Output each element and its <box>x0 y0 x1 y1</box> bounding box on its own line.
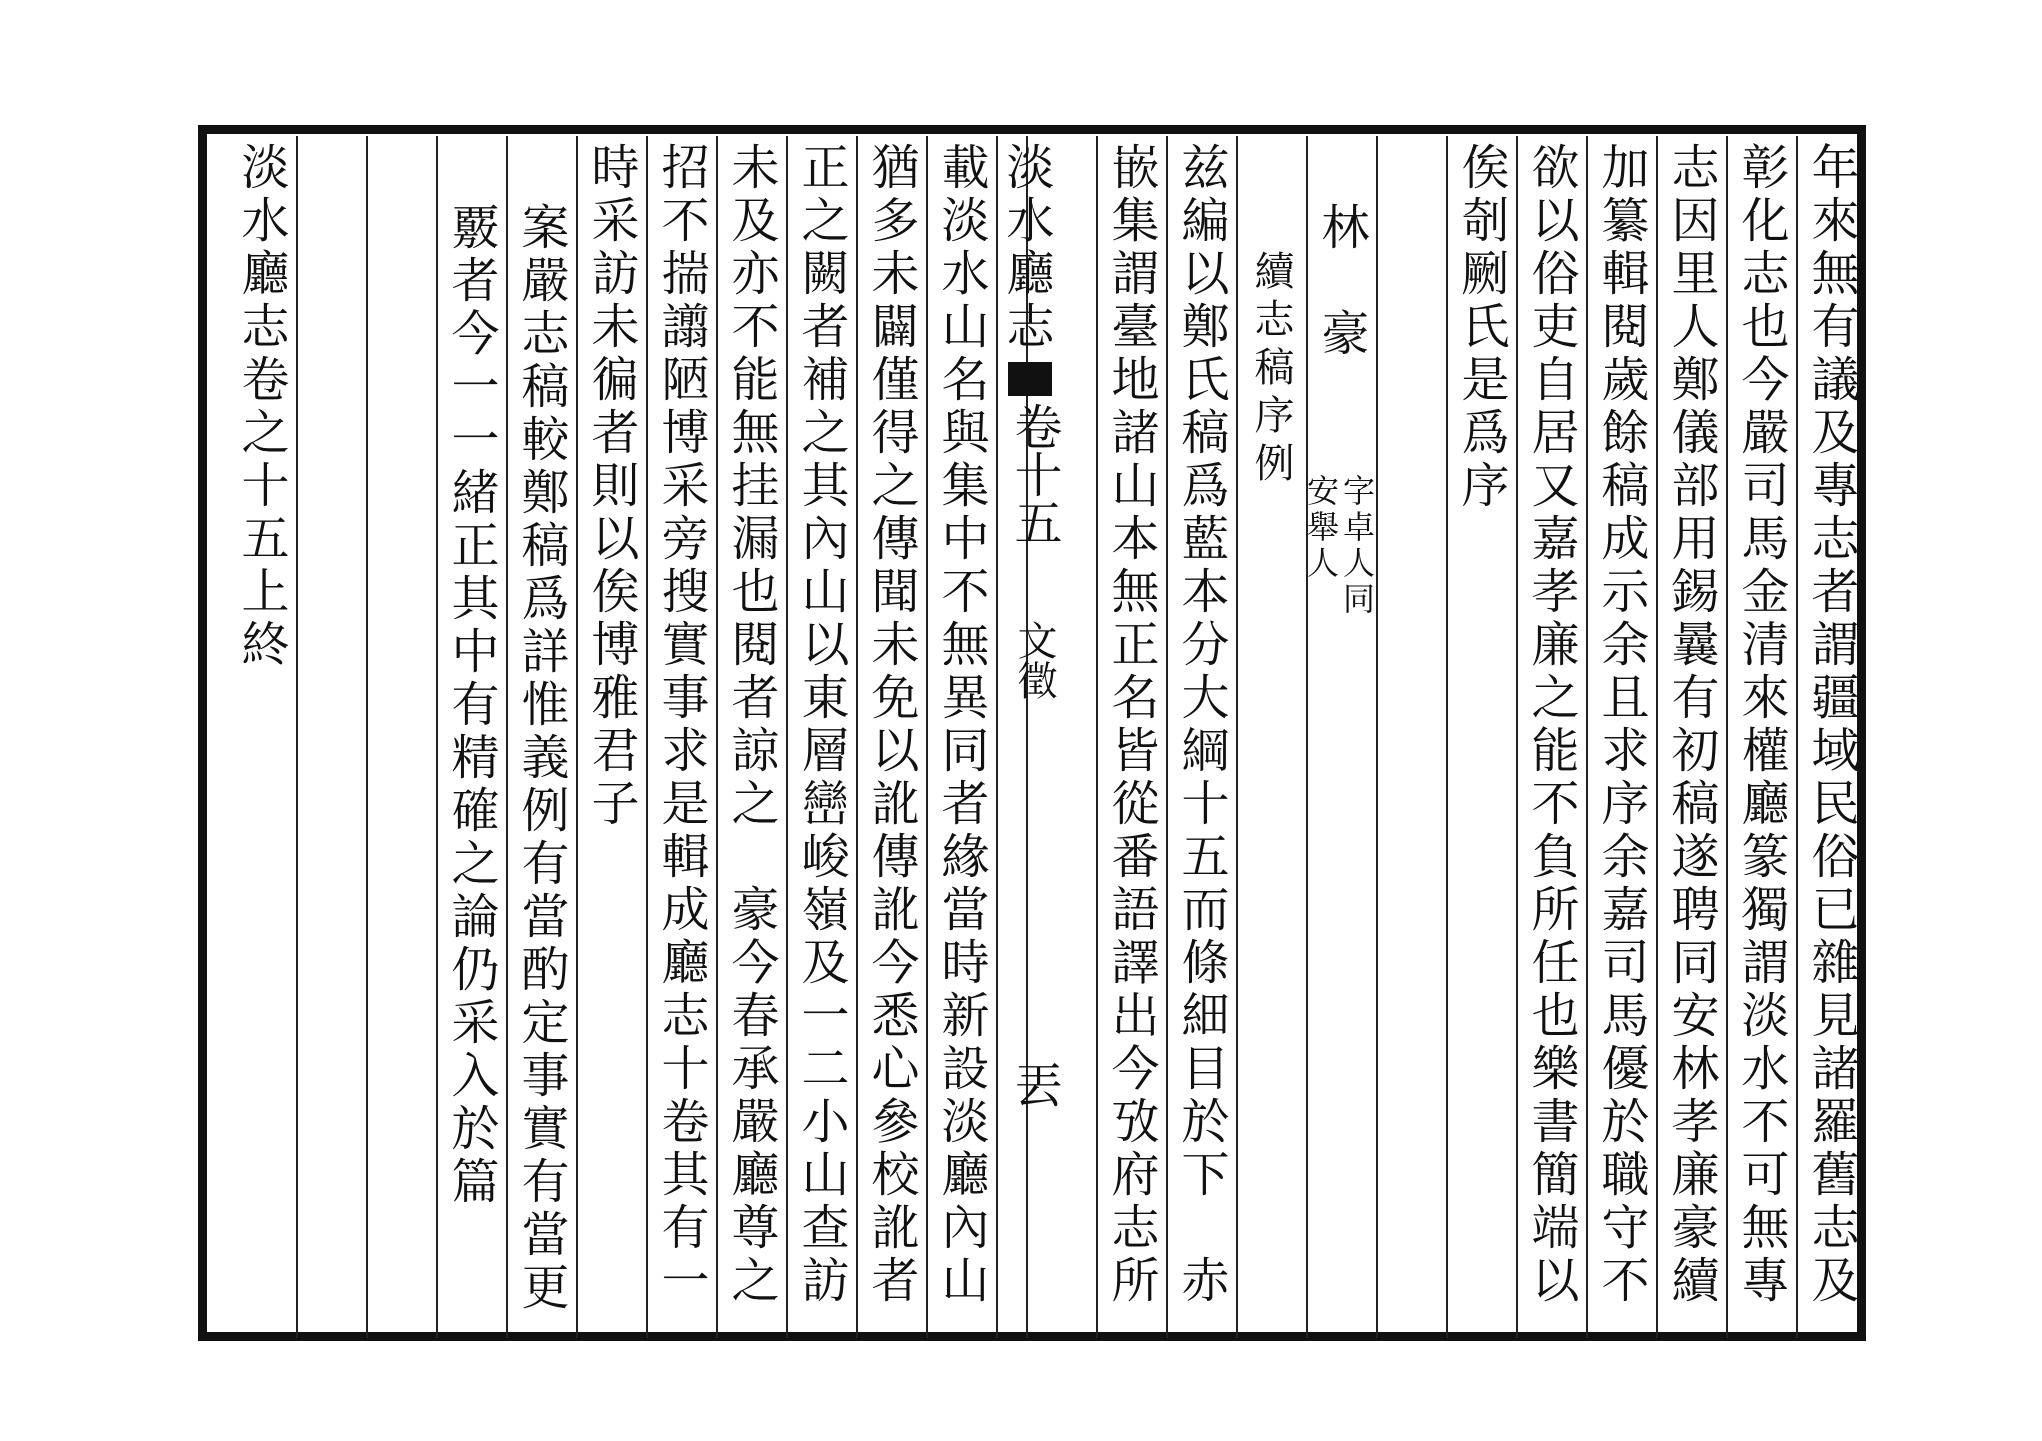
column-rule <box>436 136 438 1338</box>
text-column: 嵌集謂臺地諸山本無正名皆從番語譯出今攷府志所 <box>1103 142 1159 1308</box>
text-column: 兹編以鄭氏稿爲藍本分大綱十五而條細目於下 赤 <box>1173 142 1229 1308</box>
column-rule <box>1376 136 1378 1338</box>
juan-number: 卷十五 <box>1006 402 1062 546</box>
column-rule <box>506 136 508 1338</box>
volume-end-title: 淡水廳志卷之十五上終 <box>233 142 289 672</box>
column-rule <box>856 136 858 1338</box>
column-rule <box>1796 136 1798 1338</box>
column-rule <box>1166 136 1168 1338</box>
column-rule <box>1236 136 1238 1338</box>
column-rule <box>646 136 648 1338</box>
author-name: 林 豪 <box>1313 202 1369 361</box>
text-column <box>371 142 431 1332</box>
text-column: 覈者今一一緒正其中有精確之論仍采入於篇 <box>443 202 499 1209</box>
fishtail-mark <box>1008 362 1052 396</box>
text-column: 加纂輯閱歲餘稿成示余且求序余嘉司馬優於職守不 <box>1593 142 1649 1308</box>
text-column: 招不揣譾陋博采旁搜實事求是輯成廳志十卷其有一 <box>653 142 709 1308</box>
section-heading: 續志稿序例 <box>1248 250 1294 490</box>
text-column: 猶多未闢僅得之傳聞未免以訛傳訛今悉心參校訛者 <box>863 142 919 1308</box>
column-rule <box>1096 136 1098 1338</box>
page-number: 丟 <box>1006 1060 1062 1108</box>
author-note: 字卓人同 <box>1338 474 1376 618</box>
column-rule <box>716 136 718 1338</box>
text-column: 彰化志也今嚴司馬金清來權廳篆獨謂淡水不可無專 <box>1733 142 1789 1308</box>
column-rule <box>1726 136 1728 1338</box>
author-note: 安舉人 <box>1302 474 1340 582</box>
column-rule <box>366 136 368 1338</box>
text-column: 正之闕者補之其內山以東層巒峻嶺及一二小山查訪 <box>793 142 849 1308</box>
text-column: 欲以俗吏自居又嘉孝廉之能不負所任也樂書簡端以 <box>1523 142 1579 1308</box>
text-column: 案嚴志稿較鄭稿爲詳惟義例有當酌定事實有當更 <box>513 202 569 1315</box>
text-column: 未及亦不能無挂漏也閱者諒之 豪今春承嚴廳尊之 <box>723 142 779 1308</box>
text-column: 俟剞劂氏是爲序 <box>1453 142 1509 513</box>
column-rule <box>1586 136 1588 1338</box>
text-column: 載淡水山名與集中不無異同者緣當時新設淡廳內山 <box>933 142 989 1308</box>
column-rule <box>926 136 928 1338</box>
section-title: 文徵 <box>1011 620 1057 700</box>
column-rule <box>296 136 298 1338</box>
text-column <box>1381 142 1441 1332</box>
column-rule <box>1516 136 1518 1338</box>
column-rule <box>1656 136 1658 1338</box>
column-rule <box>1446 136 1448 1338</box>
column-rule <box>786 136 788 1338</box>
column-rule <box>576 136 578 1338</box>
text-column: 時采訪未徧者則以俟博雅君子 <box>583 142 639 831</box>
text-column: 年來無有議及專志者謂疆域民俗已雜見諸羅舊志及 <box>1803 142 1859 1308</box>
column-rule <box>1306 136 1308 1338</box>
text-column: 志因里人鄭儀部用錫曩有初稿遂聘同安林孝廉豪續 <box>1663 142 1719 1308</box>
running-title: 淡水廳志 <box>998 142 1054 354</box>
